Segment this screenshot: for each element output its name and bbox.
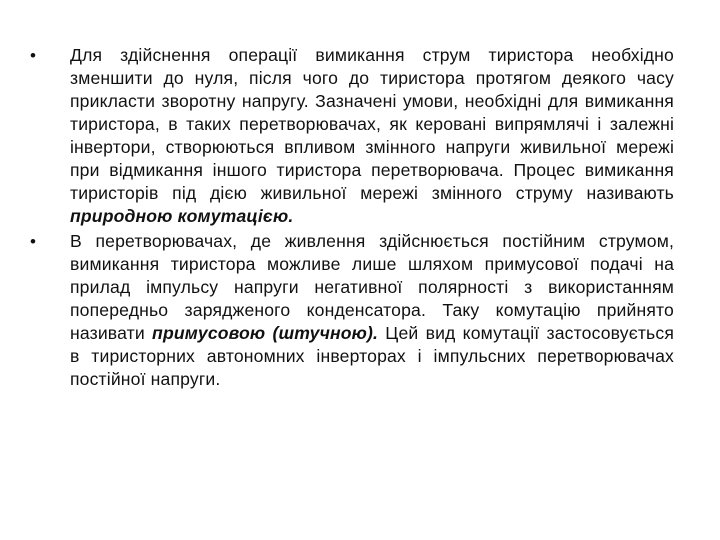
bullet-item-forced-commutation <box>30 230 674 391</box>
bullet-marker: • <box>30 46 37 65</box>
bullet-text: Для здійснення операції вимикання струм тиристора необхідно зменшити до нуля, після чого до тиристора протягом деякого часу прикласти зворотну напругу. Зазначені умови, необхідні для вимикання тиристора, в таких перетворювачах, як керовані випрямлячі і залежні інвертори, створюються впливом змінного напруги живильної мережі при відмикання іншого тиристора перетворювача. Процес вимикання тиристорів під дією живильної мережі змінного струму називають <box>70 45 674 203</box>
bullet-item-natural-commutation <box>30 44 674 228</box>
bullet-text: В перетворювачах, де живлення здійснюється постійним струмом, вимикання тиристора можливе лише шляхом примусової подачі на прилад імпульсу напруги негативної полярності з використанням попередньо зарядженого конденсатора. Таку комутацію прийнято називати <box>70 231 674 343</box>
bullet-marker: • <box>30 232 37 251</box>
bullet-emphasis: природною комутацією. <box>70 206 294 226</box>
bullet-text-after: Цей вид комутації застосовується в тиристорних автономних інверторах і імпульсних перетворювачах постійної напруги. <box>70 323 674 389</box>
bullet-emphasis: примусовою (штучною). <box>152 323 379 343</box>
bullet-list <box>30 44 674 393</box>
